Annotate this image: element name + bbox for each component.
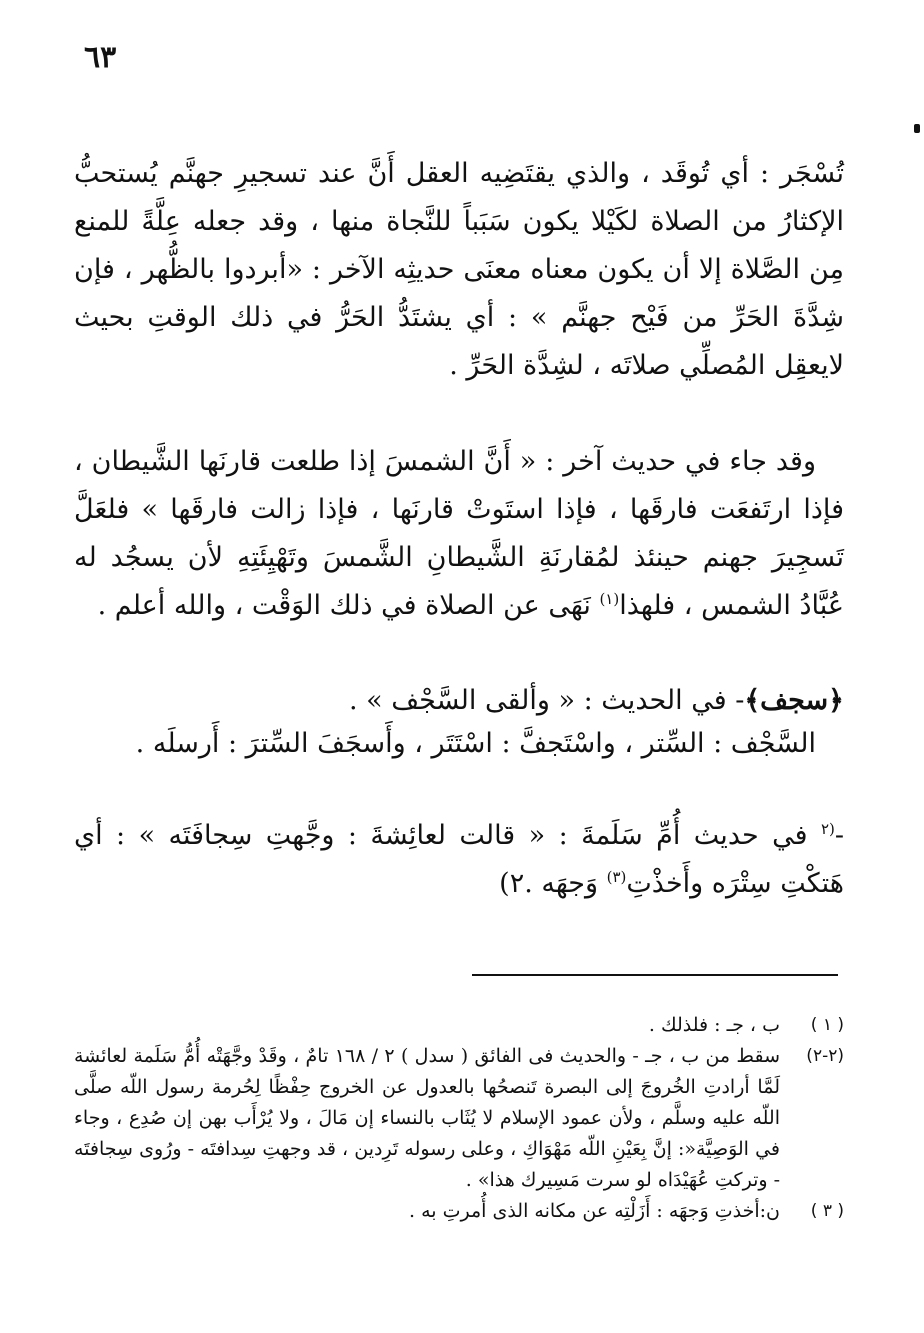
footnote-marker: ( ٣ ): [810, 1201, 844, 1221]
footnote-divider: [472, 974, 838, 976]
paragraph-text: [74, 438, 844, 630]
footnotes-section: [74, 1010, 844, 1227]
paragraph-text-part: في حديث أُمِّ سَلَمةَ : « قالت لعائِشةَ : وجَّهتِ سِجافَتَه » : أي هَتكْتِ سِتْرَه وأَخذْتِ: [74, 820, 844, 899]
entry-headword: ﴿سجف﴾: [744, 685, 844, 716]
footnote-marker: ( ١ ): [810, 1015, 844, 1035]
paragraph-hadith-sun: [74, 438, 844, 630]
paragraph-dash: -: [834, 820, 844, 851]
entry-line: [74, 677, 844, 725]
paragraph-umm-salama: [74, 812, 844, 908]
paragraph-text: [74, 812, 844, 908]
paragraph-tasjir: [74, 150, 844, 390]
footnote-1: [74, 1010, 844, 1041]
page-number: ٦٣: [84, 40, 117, 75]
paragraph-text-part: نَهَى عن الصلاة في ذلك الوَقْت ، والله أعلم .: [97, 590, 600, 621]
footnote-2-2: [74, 1041, 844, 1196]
footnote-marker: (٢-٢): [806, 1046, 844, 1066]
footnote-ref-3: (٣): [606, 868, 627, 886]
footnote-3: [74, 1196, 844, 1227]
footnote-ref-2: (٢: [820, 820, 835, 838]
margin-mark: [914, 124, 920, 133]
paragraph-text-part: وقد جاء في حديث آخر : « أَنَّ الشمسَ إذا طلعت قارنَها الشَّيطان ، فإذا ارتَفعَت فارقَها ، فإذا استَوتْ قارنَها ، فإذا زالت فارقَها » فلعَلَّ تَسجِيرَ جهنم حينئذ لمُقارنَةِ الشَّيطانِ الشَّمسَ وتَهْيِئَتِهِ لأن يسجُد له عُبَّادُ الشمس ، فلهذا: [74, 446, 844, 621]
footnote-ref-1: (١): [599, 590, 620, 608]
dictionary-entry-sajf: [74, 677, 844, 725]
footnote-text: ب ، جـ : فلذلك .: [648, 1014, 780, 1036]
footnote-text: ن:أخذتِ وَجهَه : أَزَلْتِه عن مكانه الذى أُمرتِ به .: [408, 1200, 780, 1222]
footnote-text: سقط من ب ، جـ - والحديث فى الفائق ( سدل ) ٢ / ١٦٨ تامٌ ، وقَدْ وجَّهَتْه أُمُّ سَلَمة لعائشة لَمَّا أرادتِ الخُروجَ إلى البصرة تَنصحُها بالعدول عن الخروج حِفْظًا لِحُرمة رسول اللّه صلَّى اللّه عليه وسلَّم ، ولأن عمود الإسلام لا يُثَاب بالنساء إن مَالَ ، ولا يُرْأَب بهن إن صُدِع ، وجاء في الوَصِيَّة«: إنَّ بِعَيْنِ اللّه مَهْوَاكِ ، وعلى رسوله تَرِدين ، قد وجهتِ سِدافتَه - ورُوى سِجافتَه - وتركتِ عُهَيْدَاه لو سرت مَسِيرك هذا» .: [74, 1045, 780, 1191]
definition-paragraph: [74, 720, 844, 768]
definition-text: السَّجْف : السِّتر ، واسْتَجفَّ : اسْتَتَر ، وأَسجَفَ السِّترَ : أَرسلَه .: [135, 728, 816, 759]
entry-text: - في الحديث : « وألقى السَّجْف » .: [348, 685, 745, 716]
paragraph-text-part: وَجهَه .٢): [499, 868, 607, 899]
paragraph-text: تُسْجَر : أي تُوقَد ، والذي يقتَضِيه العقل أَنَّ عند تسجيرِ جهنَّم يُستحبُّ الإكثارُ من الصلاة لكَيْلا يكون سَبَباً للنَّجاة منها ، وقد جعله عِلَّةً للمنع مِن الصَّلاة إلا أن يكون معناه معنَى حديثِه الآخر : «أبردوا بالظُّهر ، فإن شِدَّةَ الحَرِّ من فَيْح جهنَّم » : أي يشتَدُّ الحَرُّ في ذلك الوقتِ بحيث لايعقِل المُصلِّي صلاتَه ، لشِدَّة الحَرِّ .: [74, 158, 844, 381]
